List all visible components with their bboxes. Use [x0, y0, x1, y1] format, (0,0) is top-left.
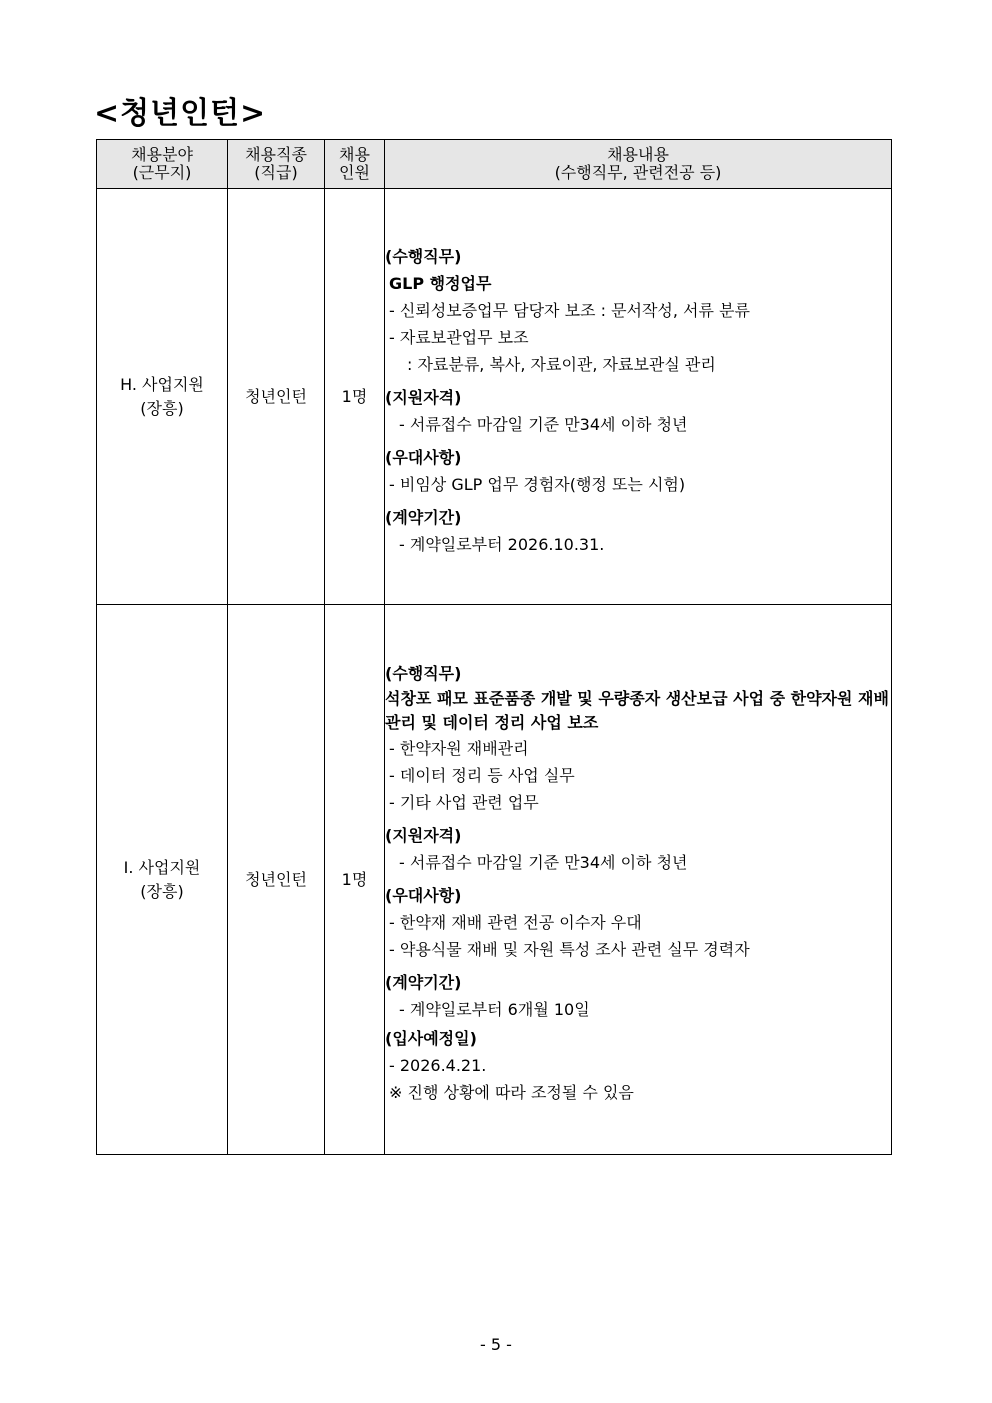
list-item: - 데이터 정리 등 사업 실무	[389, 765, 575, 785]
section-heading: (계약기간)	[385, 972, 462, 992]
section-heading: (입사예정일)	[385, 1028, 477, 1048]
job-type-cell: 청년인턴	[228, 189, 325, 605]
content-cell	[385, 605, 892, 1155]
table-row	[97, 189, 892, 605]
duty-title: 석창포 패모 표준품종 개발 및 우량종자 생산보급 사업 중 한약자원 재배관리 및 데이터 정리 사업 보조	[385, 688, 889, 732]
page-title: <청년인턴>	[94, 96, 267, 131]
content-cell	[385, 189, 892, 605]
header-headcount: 채용 인원	[325, 140, 385, 189]
section-heading: (우대사항)	[385, 885, 462, 905]
list-item: - 서류접수 마감일 기준 만34세 이하 청년	[399, 852, 688, 872]
section-heading: (수행직무)	[385, 247, 462, 266]
list-item: - 비임상 GLP 업무 경험자(행정 또는 시험)	[389, 475, 686, 494]
header-job-type: 채용직종 (직급)	[228, 140, 325, 189]
list-item: - 자료보관업무 보조	[389, 328, 529, 347]
table-header-row	[97, 140, 892, 189]
header-field: 채용분야 (근무지)	[97, 140, 228, 189]
list-item: - 한약재 재배 관련 전공 이수자 우대	[389, 912, 642, 932]
list-item: - 계약일로부터 6개월 10일	[399, 999, 590, 1019]
section-heading: (우대사항)	[385, 448, 462, 467]
table-row	[97, 605, 892, 1155]
section-heading: (계약기간)	[385, 508, 462, 527]
note-text: ※ 진행 상황에 따라 조정될 수 있음	[389, 1082, 634, 1102]
list-item: : 자료분류, 복사, 자료이관, 자료보관실 관리	[407, 355, 716, 374]
list-item: - 신뢰성보증업무 담당자 보조 : 문서작성, 서류 분류	[389, 301, 750, 320]
section-heading: (지원자격)	[385, 388, 462, 407]
list-item: - 2026.4.21.	[389, 1055, 487, 1075]
header-content: 채용내용 (수행직무, 관련전공 등)	[385, 140, 892, 189]
headcount-cell: 1명	[325, 189, 385, 605]
field-cell: H. 사업지원 (장흥)	[97, 189, 228, 605]
recruitment-table	[96, 139, 892, 1155]
list-item: - 계약일로부터 2026.10.31.	[399, 535, 605, 554]
headcount-cell: 1명	[325, 605, 385, 1155]
job-type-cell: 청년인턴	[228, 605, 325, 1155]
list-item: - 약용식물 재배 및 자원 특성 조사 관련 실무 경력자	[389, 939, 750, 959]
section-heading: (수행직무)	[385, 663, 462, 683]
list-item: - 기타 사업 관련 업무	[389, 792, 539, 812]
page-number: - 5 -	[480, 1335, 512, 1354]
section-heading: (지원자격)	[385, 825, 462, 845]
list-item: - 서류접수 마감일 기준 만34세 이하 청년	[399, 415, 688, 434]
duty-title: GLP 행정업무	[389, 274, 492, 293]
list-item: - 한약자원 재배관리	[389, 738, 529, 758]
field-cell: I. 사업지원 (장흥)	[97, 605, 228, 1155]
